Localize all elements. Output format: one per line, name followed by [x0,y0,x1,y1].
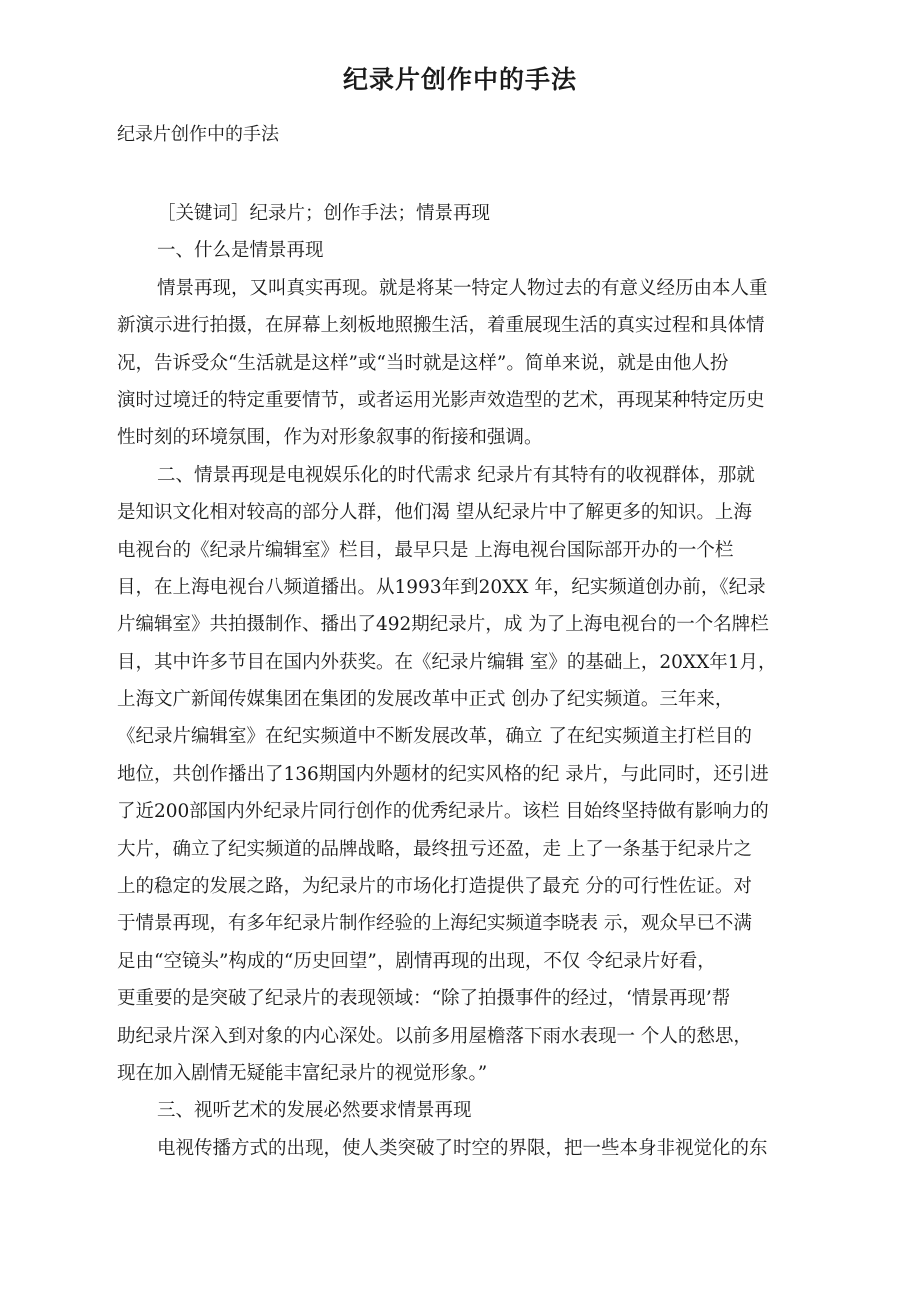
paragraph-line: 上海文广新闻传媒集团在集团的发展改革中正式 创办了纪实频道。三年来， [117,689,734,711]
paragraph-line: 电视传播方式的出现，使人类突破了时空的界限，把一些本身非视觉化的东 [157,1137,768,1159]
paragraph-line: 目，在上海电视台八频道播出。从1993年到20XX 年，纪实频道创办前，《纪录 [117,576,766,598]
paragraph-line: 性时刻的环境氛围，作为对形象叙事的衔接和强调。 [117,427,543,449]
document-body [117,195,807,1167]
paragraph-line: 是知识文化相对较高的部分人群，他们渴 望从纪录片中了解更多的知识。上海 [117,502,752,524]
paragraph-line: 助纪录片深入到对象的内心深处。以前多用屋檐落下雨水表现一 个人的愁思， [117,1025,752,1047]
paragraph-line: 上的稳定的发展之路，为纪录片的市场化打造提供了最充 分的可行性佐证。对 [117,876,752,898]
paragraph-line: 更重要的是突破了纪录片的表现领域：“除了拍摄事件的经过，‘情景再现’帮 [117,988,731,1010]
paragraph-line: 于情景再现，有多年纪录片制作经验的上海纪实频道李晓表 示，观众早已不满 [117,913,752,935]
paragraph-line: 情景再现，又叫真实再现。就是将某一特定人物过去的有意义经历由本人重 [157,277,768,299]
paragraph-line: 目，其中许多节目在国内外获奖。在《纪录片编辑 室》的基础上，20XX年1月， [117,651,777,673]
paragraph-line: 大片，确立了纪实频道的品牌战略，最终扭亏还盈，走 上了一条基于纪录片之 [117,838,752,860]
paragraph-line: 足由“空镜头”构成的“历史回望”，剧情再现的出现，不仅 令纪录片好看， [117,950,716,972]
keywords-line: ［关键词］纪录片；创作手法；情景再现 [157,203,491,224]
paragraph-line: 了近200部国内外纪录片同行创作的优秀纪录片。该栏 目始终坚持做有影响力的 [117,801,769,823]
paragraph-line: 况，告诉受众“生活就是这样”或“当时就是这样”。简单来说，就是由他人扮 [117,352,729,374]
paragraph-line: 《纪录片编辑室》在纪实频道中不断发展改革，确立 了在纪实频道主打栏目的 [117,726,752,748]
document-subtitle: 纪录片创作中的手法 [117,124,279,145]
paragraph-line: 演时过境迁的特定重要情节，或者运用光影声效造型的艺术，再现某种特定历史 [117,389,765,411]
paragraph-line: 地位，共创作播出了136期国内外题材的纪实风格的纪 录片，与此同时，还引进 [117,763,769,785]
document-title: 纪录片创作中的手法 [342,65,577,94]
section-heading-1: 一、什么是情景再现 [157,240,324,262]
paragraph-line: 电视台的《纪录片编辑室》栏目，最早只是 上海电视台国际部开办的一个栏 [117,539,734,561]
section-heading-2: 二、情景再现是电视娱乐化的时代需求 纪录片有其特有的收视群体，那就 [157,464,755,486]
paragraph-line: 片编辑室》共拍摄制作、播出了492期纪录片，成 为了上海电视台的一个名牌栏 [117,614,769,636]
section-heading-3: 三、视听艺术的发展必然要求情景再现 [157,1100,472,1122]
paragraph-line: 现在加入剧情无疑能丰富纪录片的视觉形象。” [117,1062,488,1084]
paragraph-line: 新演示进行拍摄，在屏幕上刻板地照搬生活，着重展现生活的真实过程和具体情 [117,315,765,337]
